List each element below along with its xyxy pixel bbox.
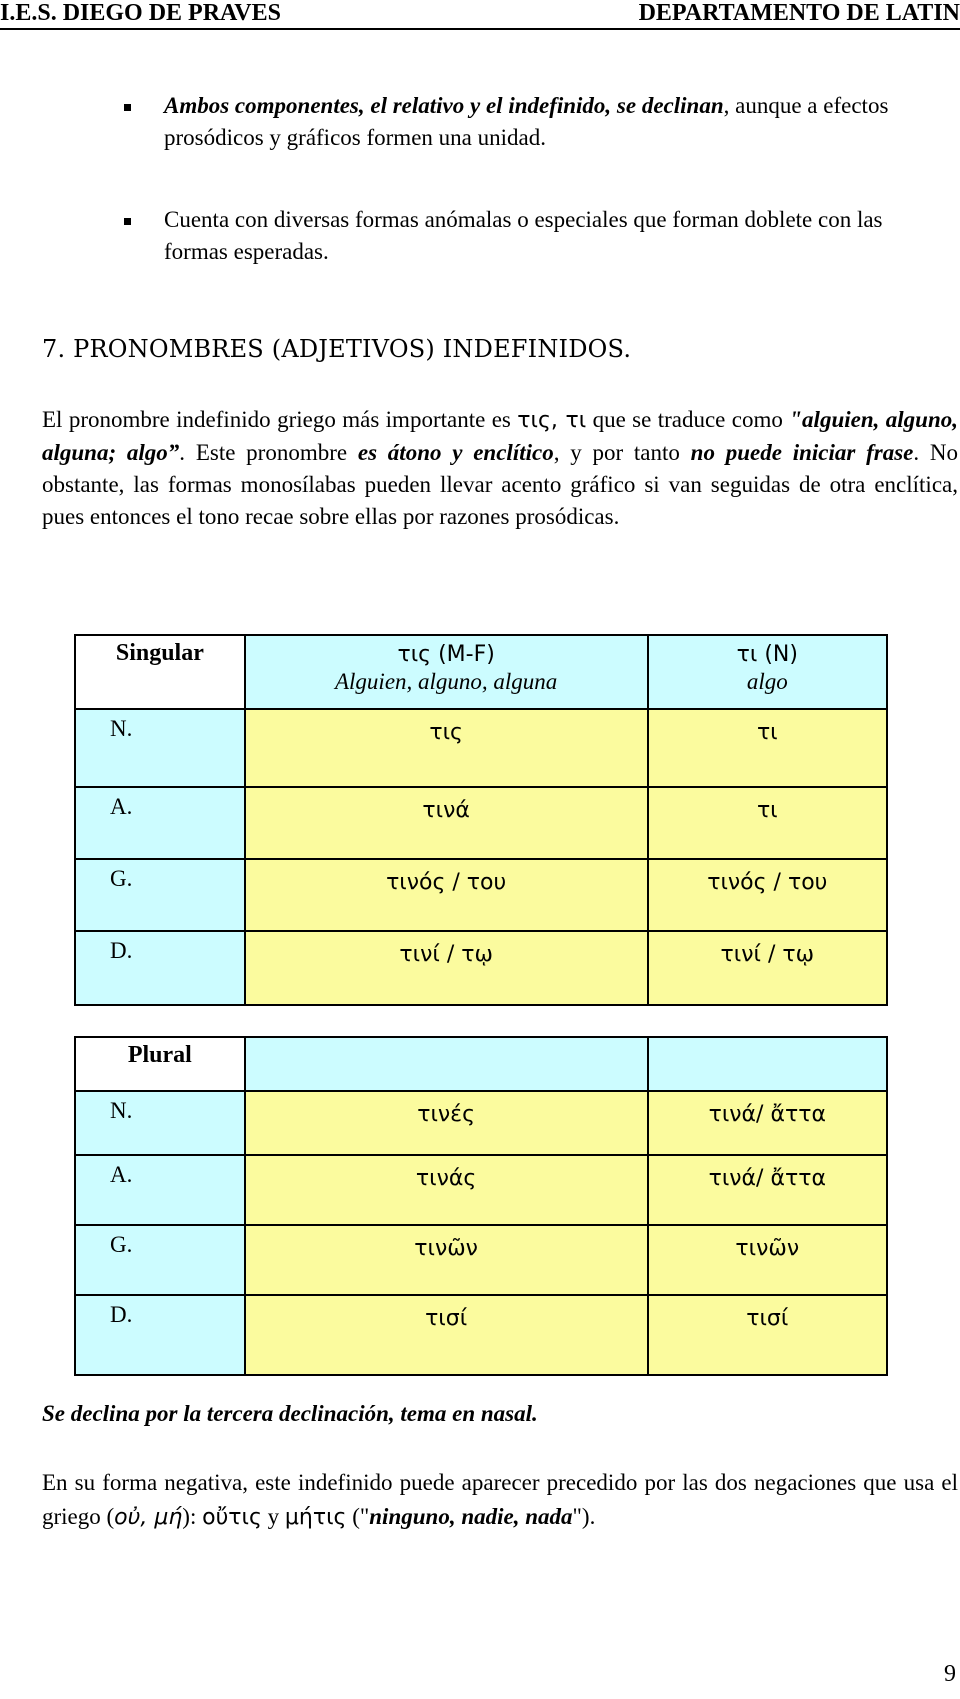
header-school: I.E.S. DIEGO DE PRAVES bbox=[0, 0, 281, 26]
emphasis: ninguno, nadie, nada bbox=[369, 1504, 573, 1529]
bullet-item bbox=[120, 90, 940, 154]
n-header-meaning: algo bbox=[746, 669, 788, 694]
mf-form: τινά bbox=[245, 787, 648, 859]
mf-form: τις bbox=[245, 709, 648, 787]
text: y bbox=[261, 1504, 285, 1529]
plural-label: Plural bbox=[127, 1042, 192, 1068]
page-header bbox=[0, 0, 960, 30]
page-number: 9 bbox=[944, 1661, 956, 1687]
n-header-cell bbox=[648, 635, 887, 709]
n-header-greek: τι (N) bbox=[736, 642, 798, 667]
declension-note: Se declina por la tercera declinación, tema en nasal. bbox=[42, 1401, 538, 1426]
mf-form: τινῶν bbox=[245, 1225, 648, 1295]
table-row bbox=[75, 1155, 887, 1225]
n-form: τι bbox=[648, 787, 887, 859]
text: . Este pronombre bbox=[179, 440, 358, 465]
mf-form: τινάς bbox=[245, 1155, 648, 1225]
table-row bbox=[75, 1225, 887, 1295]
n-form: τισί bbox=[648, 1295, 887, 1375]
greek-term: οὔτις bbox=[202, 1505, 262, 1530]
mf-form: τισί bbox=[245, 1295, 648, 1375]
n-form: τινός / του bbox=[648, 859, 887, 931]
n-form: τι bbox=[648, 709, 887, 787]
mf-form: τινές bbox=[245, 1091, 648, 1155]
empty-header-cell bbox=[245, 1037, 648, 1091]
emphasis: es átono y enclítico bbox=[357, 440, 554, 465]
emphasis: "alguien, alguno, alguna; algo” bbox=[42, 407, 958, 465]
bullet-emphasis: Ambos componentes, el relativo y el indefinido, se declinan bbox=[164, 93, 724, 118]
table-row bbox=[75, 787, 887, 859]
section-title: 7. PRONOMBRES (ADJETIVOS) INDEFINIDOS. bbox=[42, 335, 632, 363]
empty-header-cell bbox=[648, 1037, 887, 1091]
header-department: DEPARTAMENTO DE LATIN bbox=[638, 0, 960, 26]
mf-header-meaning: Alguien, alguno, alguna bbox=[334, 669, 558, 694]
mf-header-cell bbox=[245, 635, 648, 709]
intro-paragraph bbox=[42, 404, 958, 533]
bullet-text: Cuenta con diversas formas anómalas o especiales que forman doblete con las formas esperadas. bbox=[164, 207, 883, 264]
greek-negations: οὐ, μή bbox=[114, 1505, 183, 1530]
plural-declension-table bbox=[74, 1036, 888, 1376]
bullet-text: , aunque a efectos prosódicos y gráficos formen una unidad. bbox=[164, 93, 889, 150]
case-label: G. bbox=[75, 859, 245, 931]
text: ): bbox=[182, 1504, 203, 1529]
case-label: N. bbox=[75, 709, 245, 787]
emphasis: no puede iniciar frase bbox=[690, 440, 914, 465]
mf-form: τινός / του bbox=[245, 859, 648, 931]
text: En su forma negativa, este indefinido puede aparecer precedido por las dos negaciones que usa el griego ( bbox=[42, 1470, 958, 1529]
mf-header-greek: τις (M-F) bbox=[397, 642, 495, 667]
text: El pronombre indefinido griego más importante es bbox=[42, 407, 518, 432]
bullet-list bbox=[120, 90, 940, 318]
table-row bbox=[75, 709, 887, 787]
n-form: τινῶν bbox=[648, 1225, 887, 1295]
text: "). bbox=[572, 1504, 596, 1529]
case-label: A. bbox=[75, 1155, 245, 1225]
square-bullet-icon bbox=[124, 218, 131, 225]
greek-term: τις, τι bbox=[517, 408, 587, 433]
greek-term: μήτις bbox=[284, 1505, 347, 1530]
case-label: N. bbox=[75, 1091, 245, 1155]
n-form: τινά/ ἄττα bbox=[648, 1155, 887, 1225]
case-label: D. bbox=[75, 931, 245, 1005]
singular-declension-table bbox=[74, 634, 888, 1006]
mf-form: τινί / τῳ bbox=[245, 931, 648, 1005]
text: , y por tanto bbox=[553, 440, 691, 465]
table-row bbox=[75, 1091, 887, 1155]
table-row bbox=[75, 1295, 887, 1375]
plural-label-cell bbox=[75, 1037, 245, 1091]
case-label: G. bbox=[75, 1225, 245, 1295]
text: que se traduce como bbox=[586, 407, 790, 432]
bullet-item bbox=[120, 204, 940, 268]
singular-label: Singular bbox=[115, 640, 204, 666]
negative-forms-paragraph bbox=[42, 1466, 958, 1535]
singular-label-cell bbox=[75, 635, 245, 709]
n-form: τινί / τῳ bbox=[648, 931, 887, 1005]
case-label: D. bbox=[75, 1295, 245, 1375]
n-form: τινά/ ἄττα bbox=[648, 1091, 887, 1155]
case-label: A. bbox=[75, 787, 245, 859]
text: . No obstante, las formas monosílabas pueden llevar acento gráfico si van seguidas de otra enclítica, pues entonces el tono recae sobre ellas por razones prosódicas. bbox=[42, 440, 959, 529]
table-row bbox=[75, 859, 887, 931]
table-row bbox=[75, 931, 887, 1005]
text: (" bbox=[346, 1504, 370, 1529]
square-bullet-icon bbox=[124, 104, 131, 111]
